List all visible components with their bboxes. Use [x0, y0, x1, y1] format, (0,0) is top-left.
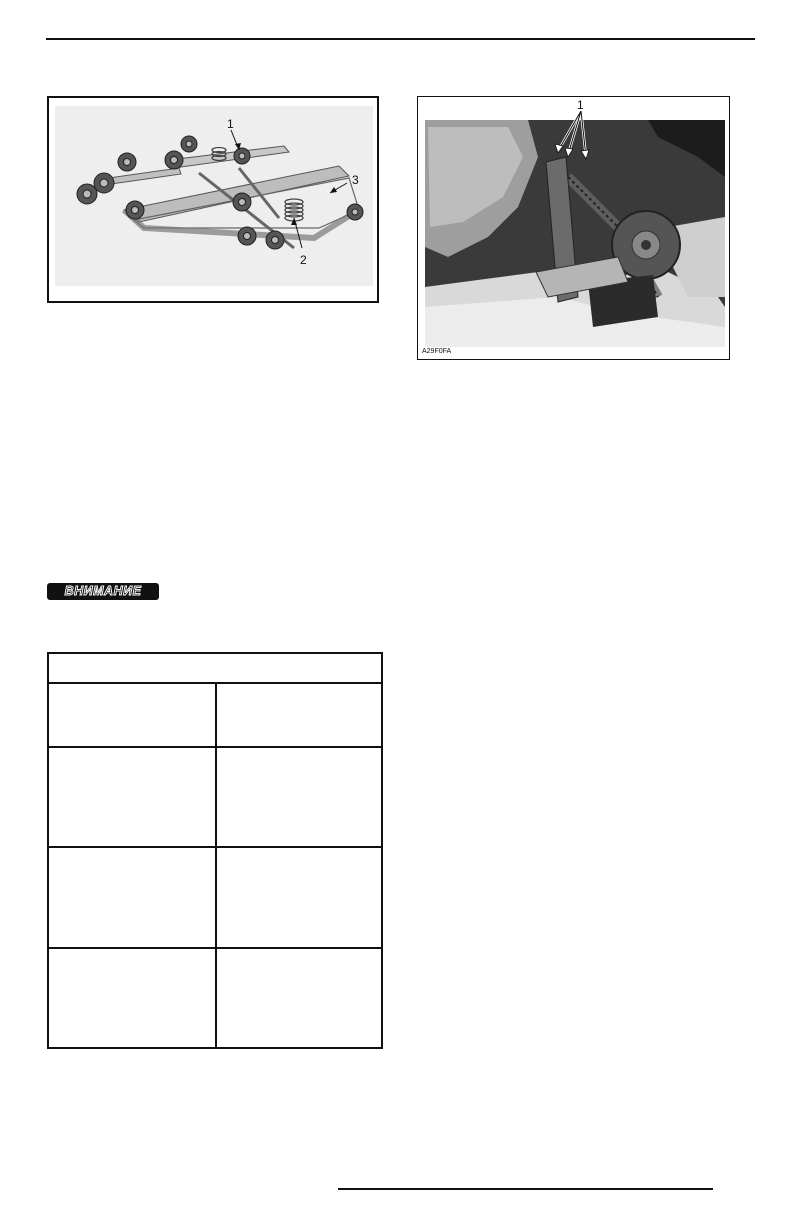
table-row-divider [49, 947, 381, 949]
footer-rule [338, 1188, 713, 1190]
table-row-divider [49, 746, 381, 748]
table-row-divider [49, 846, 381, 848]
suspension-callout-2: 2 [300, 253, 307, 267]
suspension-figure [47, 96, 379, 303]
header-rule [46, 38, 755, 40]
spec-table [47, 652, 383, 1049]
suspension-illustration [49, 98, 381, 305]
warning-label: ВНИМАНИЕ [64, 584, 142, 598]
table-column-divider [215, 682, 217, 1047]
drive-photo-figure [417, 96, 730, 360]
figure-code: A29F0FA [422, 348, 452, 355]
suspension-callout-1: 1 [227, 117, 234, 131]
table-header [49, 654, 381, 684]
suspension-callout-3: 3 [352, 173, 359, 187]
drive-callout-1: 1 [577, 98, 584, 112]
drive-photo [418, 97, 731, 361]
warning-badge [47, 583, 159, 600]
